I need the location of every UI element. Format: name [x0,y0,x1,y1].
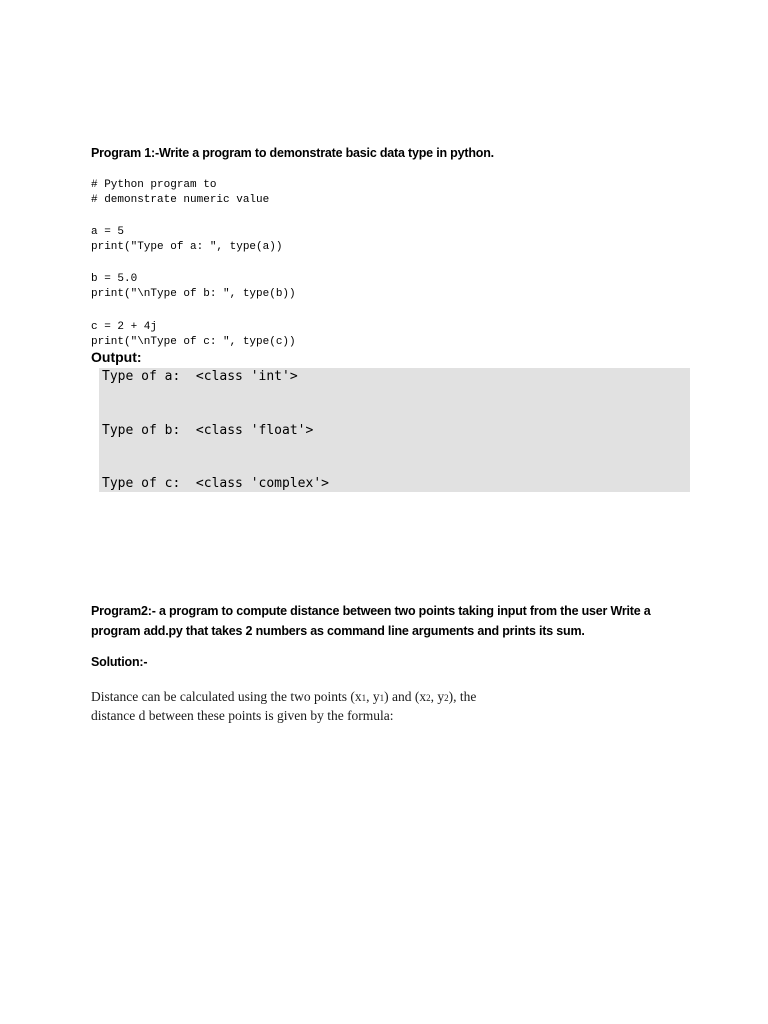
output-label: Output: [91,349,142,365]
output-line: Type of b: <class 'float'> [102,423,314,438]
output-box [99,368,690,492]
code-comment-line: # demonstrate numeric value [91,194,270,206]
solution-label: Solution:- [91,655,148,669]
code-assignment-line: b = 5.0 [91,273,138,285]
program1-heading: Program 1:-Write a program to demonstrate basic data type in python. [91,146,494,160]
output-line: Type of c: <class 'complex'> [102,476,329,491]
code-print-line: print("\nType of c: ", type(c)) [91,336,296,348]
code-comment-line: # Python program to [91,179,217,191]
code-assignment-line: a = 5 [91,226,125,238]
code-print-line: print("\nType of b: ", type(b)) [91,288,296,300]
program2-heading: Program2:- a program to compute distance between two points taking input from the user Write a program add.py that takes 2 numbers as command line arguments and prints its sum. [91,604,651,638]
solution-description [91,688,476,724]
solution-text-line-1: Distance can be calculated using the two points (x1, y1) and (x2, y2), the [91,689,477,704]
output-line: Type of a: <class 'int'> [102,369,298,384]
code-print-line: print("Type of a: ", type(a)) [91,241,283,253]
code-assignment-line: c = 2 + 4j [91,321,158,333]
solution-text-line-2: distance d between these points is given by the formula: [91,708,394,723]
